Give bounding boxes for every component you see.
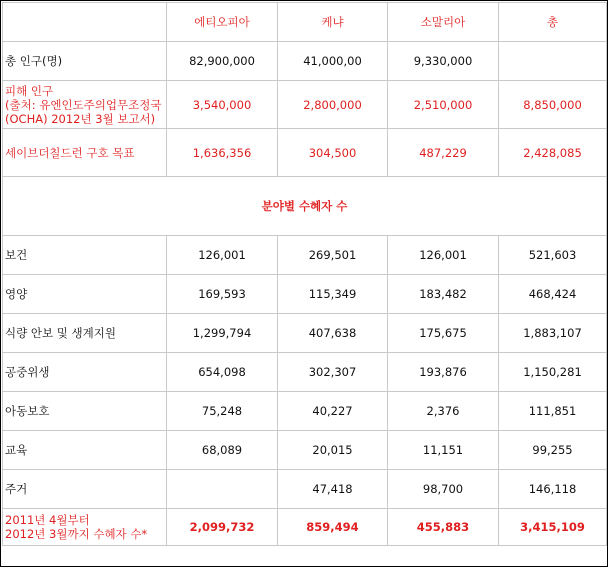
section-title: 분야별 수혜자 수 (3, 177, 607, 236)
target-somalia: 487,229 (388, 129, 499, 177)
table-row (3, 353, 607, 392)
sector-label: 보건 (3, 236, 167, 275)
population-row (3, 42, 607, 81)
target-total: 2,428,085 (499, 129, 607, 177)
beneficiaries-table (2, 2, 607, 546)
sector-value: 269,501 (278, 236, 388, 275)
sector-value: 175,675 (388, 314, 499, 353)
header-total: 총 (499, 3, 607, 42)
table-row (3, 431, 607, 470)
table-row (3, 314, 607, 353)
sector-value: 654,098 (167, 353, 278, 392)
sector-value: 1,299,794 (167, 314, 278, 353)
total-kenya: 859,494 (278, 509, 388, 546)
total-total: 3,415,109 (499, 509, 607, 546)
total-ethiopia: 2,099,732 (167, 509, 278, 546)
target-ethiopia: 1,636,356 (167, 129, 278, 177)
sector-value: 1,150,281 (499, 353, 607, 392)
sector-value: 126,001 (167, 236, 278, 275)
affected-kenya: 2,800,000 (278, 81, 388, 129)
sector-value: 115,349 (278, 275, 388, 314)
sector-value: 20,015 (278, 431, 388, 470)
total-label-line2: 2012년 3월까지 수혜자 수* (5, 527, 148, 541)
sector-value: 468,424 (499, 275, 607, 314)
sector-value: 99,255 (499, 431, 607, 470)
population-somalia: 9,330,000 (388, 42, 499, 81)
sector-value: 47,418 (278, 470, 388, 509)
sector-value: 302,307 (278, 353, 388, 392)
sector-value: 169,593 (167, 275, 278, 314)
sector-value: 193,876 (388, 353, 499, 392)
affected-label-line1: 피해 인구 (5, 83, 54, 98)
affected-total: 8,850,000 (499, 81, 607, 129)
sector-value: 521,603 (499, 236, 607, 275)
header-row (3, 3, 607, 42)
sector-value: 40,227 (278, 392, 388, 431)
sector-value: 1,883,107 (499, 314, 607, 353)
sector-label: 영양 (3, 275, 167, 314)
total-label-line1: 2011년 4월부터 (5, 513, 90, 527)
target-label: 세이브더칠드런 구호 목표 (3, 129, 167, 177)
sector-label: 아동보호 (3, 392, 167, 431)
sector-value: 126,001 (388, 236, 499, 275)
affected-ethiopia: 3,540,000 (167, 81, 278, 129)
table-row (3, 392, 607, 431)
header-kenya: 케냐 (278, 3, 388, 42)
sector-label: 식량 안보 및 생계지원 (3, 314, 167, 353)
affected-label (3, 81, 167, 129)
sector-value: 75,248 (167, 392, 278, 431)
target-kenya: 304,500 (278, 129, 388, 177)
sector-value: 98,700 (388, 470, 499, 509)
sector-label: 교육 (3, 431, 167, 470)
total-somalia: 455,883 (388, 509, 499, 546)
header-ethiopia: 에티오피아 (167, 3, 278, 42)
target-row (3, 129, 607, 177)
section-row (3, 177, 607, 236)
sector-value: 407,638 (278, 314, 388, 353)
population-label: 총 인구(명) (3, 42, 167, 81)
header-somalia: 소말리아 (388, 3, 499, 42)
sector-label: 공중위생 (3, 353, 167, 392)
affected-row (3, 81, 607, 129)
affected-label-line2: (출처: 유엔인도주의업무조정국 (5, 97, 162, 112)
sector-value (167, 470, 278, 509)
sector-value: 183,482 (388, 275, 499, 314)
affected-somalia: 2,510,000 (388, 81, 499, 129)
population-ethiopia: 82,900,000 (167, 42, 278, 81)
sector-label: 주거 (3, 470, 167, 509)
table-row (3, 275, 607, 314)
table-row (3, 470, 607, 509)
header-corner-cell (3, 3, 167, 42)
total-row (3, 509, 607, 546)
sector-value: 68,089 (167, 431, 278, 470)
sector-value: 11,151 (388, 431, 499, 470)
affected-label-line3: (OCHA) 2012년 3월 보고서) (5, 111, 156, 126)
sector-value: 111,851 (499, 392, 607, 431)
sector-value: 146,118 (499, 470, 607, 509)
table-row (3, 236, 607, 275)
population-total (499, 42, 607, 81)
population-kenya: 41,000,00 (278, 42, 388, 81)
total-label (3, 509, 167, 546)
sector-value: 2,376 (388, 392, 499, 431)
